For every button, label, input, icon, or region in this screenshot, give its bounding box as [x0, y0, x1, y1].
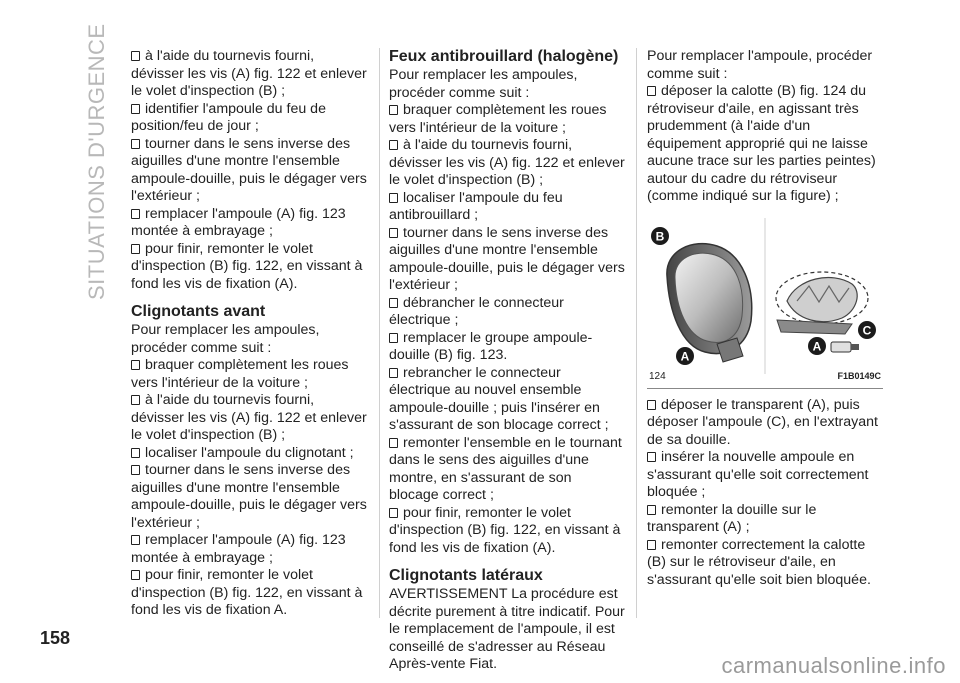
step-item: braquer complètement les roues vers l'intérieur de la voiture ; [131, 357, 349, 391]
bulb-icon [831, 342, 851, 352]
checkbox-bullet-icon [131, 570, 140, 580]
step-list [647, 83, 883, 206]
checkbox-bullet-icon [389, 368, 398, 378]
step-list [647, 397, 883, 590]
step-item: déposer le transparent (A), puis déposer l'ampoule (C), en l'extrayant de sa douille. [647, 396, 878, 448]
checkbox-bullet-icon [647, 540, 656, 550]
label-a: A [680, 349, 690, 363]
watermark: carmanualsonline.info [721, 653, 946, 678]
section-heading: Clignotants latéraux [389, 567, 543, 584]
checkbox-bullet-icon [131, 535, 140, 545]
checkbox-bullet-icon [389, 508, 398, 518]
section-heading: Feux antibrouillard (halogène) [389, 48, 619, 65]
step-item: insérer la nouvelle ampoule en s'assurant qu'elle soit correctement bloquée ; [647, 449, 869, 500]
step-item: tourner dans le sens inverse des aiguilles d'une montre l'ensemble ampoule-douille, puis le dégager vers l'extérieur ; [389, 224, 625, 293]
column-divider [636, 48, 637, 618]
checkbox-bullet-icon [389, 228, 398, 238]
step-item: à l'aide du tournevis fourni, dévisser les vis (A) fig. 122 et enlever le volet d'inspection (B) ; [131, 48, 367, 99]
step-item: pour finir, remonter le volet d'inspection (B) fig. 122, en vissant à fond les vis de fixation A. [131, 567, 363, 618]
column-2 [389, 48, 625, 674]
column-1 [131, 48, 369, 620]
step-item: remplacer l'ampoule (A) fig. 123 montée à embrayage ; [131, 205, 346, 239]
label-b: B [655, 229, 665, 243]
step-item: remonter l'ensemble en le tournant dans le sens des aiguilles d'une montre, en s'assurant de son blocage correct ; [389, 434, 622, 503]
checkbox-bullet-icon [131, 209, 140, 219]
checkbox-bullet-icon [647, 86, 656, 96]
checkbox-bullet-icon [131, 244, 140, 254]
step-item: tourner dans le sens inverse des aiguilles d'une montre l'ensemble ampoule-douille, puis le dégager vers l'extérieur ; [131, 462, 367, 531]
checkbox-bullet-icon [131, 104, 140, 114]
checkbox-bullet-icon [389, 438, 398, 448]
checkbox-bullet-icon [131, 448, 140, 458]
step-item: déposer la calotte (B) fig. 124 du rétroviseur d'aile, en agissant très prudemment (à l'aide d'un équipement approprié qui ne laisse aucune trace sur les parties peintes) autour du cadre du rétroviseur (comme indiqué sur la figure) ; [647, 83, 876, 204]
chapter-title-text: SITUATIONS D'URGENCE [84, 23, 109, 300]
step-item: à l'aide du tournevis fourni, dévisser les vis (A) fig. 122 et enlever le volet d'inspection (B) ; [389, 137, 625, 188]
section-intro: Pour remplacer les ampoules, procéder comme suit : [389, 67, 578, 101]
checkbox-bullet-icon [647, 505, 656, 515]
checkbox-bullet-icon [131, 465, 140, 475]
mirror-illustration [647, 216, 883, 376]
step-list [131, 357, 369, 620]
step-list [389, 102, 625, 557]
step-item: braquer complètement les roues vers l'intérieur de la voiture ; [389, 102, 607, 136]
step-item: remplacer l'ampoule (A) fig. 123 montée à embrayage ; [131, 532, 346, 566]
checkbox-bullet-icon [389, 333, 398, 343]
step-item: remonter la douille sur le transparent (A) ; [647, 501, 817, 535]
warning-paragraph: AVERTISSEMENT La procédure est décrite purement à titre indicatif. Pour le remplacement de l'ampoule, il est conseillé de s'adresser au Réseau Après-vente Fiat. [389, 586, 625, 672]
step-item: pour finir, remonter le volet d'inspection (B) fig. 122, en vissant à fond les vis de fixation (A). [389, 504, 621, 556]
step-item: remonter correctement la calotte (B) sur le rétroviseur d'aile, en s'assurant qu'elle soit bien bloquée. [647, 536, 871, 588]
column-divider [379, 48, 380, 618]
step-item: rebrancher le connecteur électrique au nouvel ensemble ampoule-douille ; puis l'insérer en s'assurant de son blocage correct ; [389, 364, 609, 433]
bulb-base [851, 344, 859, 350]
checkbox-bullet-icon [131, 395, 140, 405]
checkbox-bullet-icon [389, 140, 398, 150]
figure-number: 124 [649, 371, 666, 382]
checkbox-bullet-icon [389, 193, 398, 203]
step-list [131, 48, 369, 293]
section-intro: Pour remplacer les ampoules, procéder comme suit : [131, 322, 320, 356]
column-3 [647, 48, 883, 589]
step-item: localiser l'ampoule du clignotant ; [131, 445, 369, 463]
checkbox-bullet-icon [131, 139, 140, 149]
step-item: identifier l'ampoule du feu de position/feu de jour ; [131, 100, 326, 134]
step-item: tourner dans le sens inverse des aiguilles d'une montre l'ensemble ampoule-douille, puis le dégager vers l'extérieur ; [131, 135, 367, 204]
step-item: pour finir, remonter le volet d'inspection (B) fig. 122, en vissant à fond les vis de fixation (A). [131, 240, 363, 292]
page-number: 158 [40, 628, 71, 648]
checkbox-bullet-icon [647, 452, 656, 462]
checkbox-bullet-icon [131, 360, 140, 370]
checkbox-bullet-icon [647, 400, 656, 410]
checkbox-bullet-icon [131, 51, 140, 61]
step-item: débrancher le connecteur électrique ; [389, 294, 564, 328]
checkbox-bullet-icon [389, 105, 398, 115]
figure-code: F1B0149C [837, 371, 881, 381]
section-intro: Pour remplacer l'ampoule, procéder comme suit : [647, 48, 873, 82]
step-item: à l'aide du tournevis fourni, dévisser les vis (A) fig. 122 et enlever le volet d'inspection (B) ; [131, 392, 367, 443]
section-heading: Clignotants avant [131, 303, 266, 320]
figure-124 [647, 216, 883, 389]
label-c: C [862, 323, 872, 337]
step-item: localiser l'ampoule du feu antibrouillard ; [389, 189, 563, 223]
step-item: remplacer le groupe ampoule-douille (B) fig. 123. [389, 329, 593, 363]
label-a: A [812, 339, 822, 353]
checkbox-bullet-icon [389, 298, 398, 308]
